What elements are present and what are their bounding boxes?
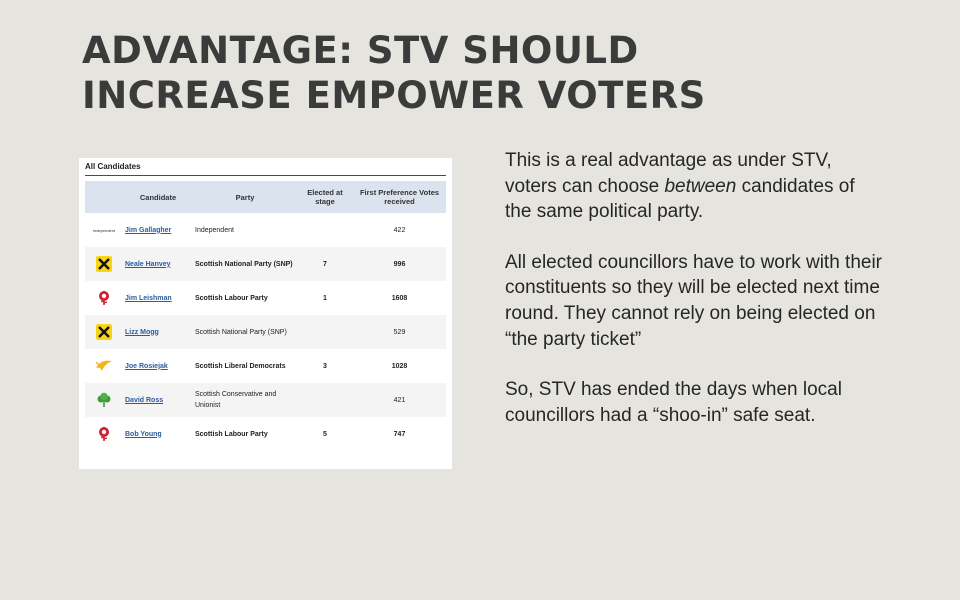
column-header-party: Party [193, 181, 297, 213]
column-header-votes: First Preference Votes received [353, 181, 446, 213]
party-cell: Independent [195, 226, 234, 234]
party-cell: Scottish Conservative and Unionist [193, 383, 297, 417]
labour-rose-icon [96, 290, 112, 306]
snp-icon [96, 324, 112, 340]
column-header-stage: Elected at stage [297, 181, 353, 213]
snp-icon [96, 256, 112, 272]
slide-title [82, 28, 902, 118]
candidate-link[interactable]: Neale Hanvey [125, 260, 171, 268]
body-text [505, 148, 885, 453]
votes-cell: 1608 [391, 294, 408, 302]
candidate-link[interactable]: Joe Rosiejak [125, 362, 168, 370]
candidates-table-panel [79, 158, 452, 469]
stage-cell: 1 [323, 294, 327, 302]
stage-cell [297, 213, 353, 247]
candidates-table [85, 181, 446, 451]
votes-cell: 996 [353, 247, 446, 281]
table-row [85, 213, 446, 247]
conservative-tree-icon [96, 392, 112, 408]
stage-cell: 5 [323, 430, 327, 438]
slide-title-line-1: ADVANTAGE: STV SHOULD [82, 29, 639, 72]
stage-cell [297, 383, 353, 417]
votes-cell: 421 [353, 383, 446, 417]
party-cell: Scottish National Party (SNP) [193, 247, 297, 281]
independent-label: Independent [92, 227, 116, 233]
slide-title-line-2: INCREASE EMPOWER VOTERS [82, 74, 706, 117]
paragraph-conclusion: So, STV has ended the days when local councillors had a “shoo-in” safe seat. [505, 379, 842, 426]
table-row [85, 349, 446, 383]
party-logo-cell [85, 213, 123, 247]
paragraph-advantage: This is a real advantage as under STV, voters can choose between candidates of the same political party. [505, 150, 855, 223]
stage-cell: 3 [323, 362, 327, 370]
paragraph-councillors: All elected councillors have to work with their constituents so they will be elected next time round. They cannot rely on being elected on “the party ticket” [505, 251, 883, 350]
party-cell: Scottish Labour Party [195, 430, 268, 438]
table-heading: All Candidates [85, 162, 446, 176]
votes-cell: 747 [393, 430, 406, 438]
candidate-link[interactable]: Jim Gallagher [125, 226, 172, 234]
candidate-link[interactable]: Lizz Mogg [125, 328, 159, 336]
emphasis-between: between [664, 175, 737, 197]
labour-rose-icon [96, 426, 112, 442]
table-header-row [85, 181, 446, 213]
party-cell: Scottish Liberal Democrats [195, 362, 286, 370]
table-row [85, 247, 446, 281]
table-row [85, 281, 446, 315]
table-row [85, 383, 446, 417]
table-row [85, 417, 446, 451]
libdem-bird-icon [95, 359, 113, 373]
candidate-link[interactable]: David Ross [125, 396, 164, 404]
stage-cell [297, 315, 353, 349]
stage-cell: 7 [297, 247, 353, 281]
candidate-link[interactable]: Jim Leishman [125, 294, 172, 302]
column-header-candidate: Candidate [123, 181, 193, 213]
party-cell: Scottish Labour Party [195, 294, 268, 302]
votes-cell: 529 [353, 315, 446, 349]
votes-cell: 422 [393, 226, 406, 234]
table-row [85, 315, 446, 349]
candidate-link[interactable]: Bob Young [125, 430, 162, 438]
votes-cell: 1028 [391, 362, 408, 370]
column-header-logo [85, 181, 123, 213]
party-cell: Scottish National Party (SNP) [193, 315, 297, 349]
